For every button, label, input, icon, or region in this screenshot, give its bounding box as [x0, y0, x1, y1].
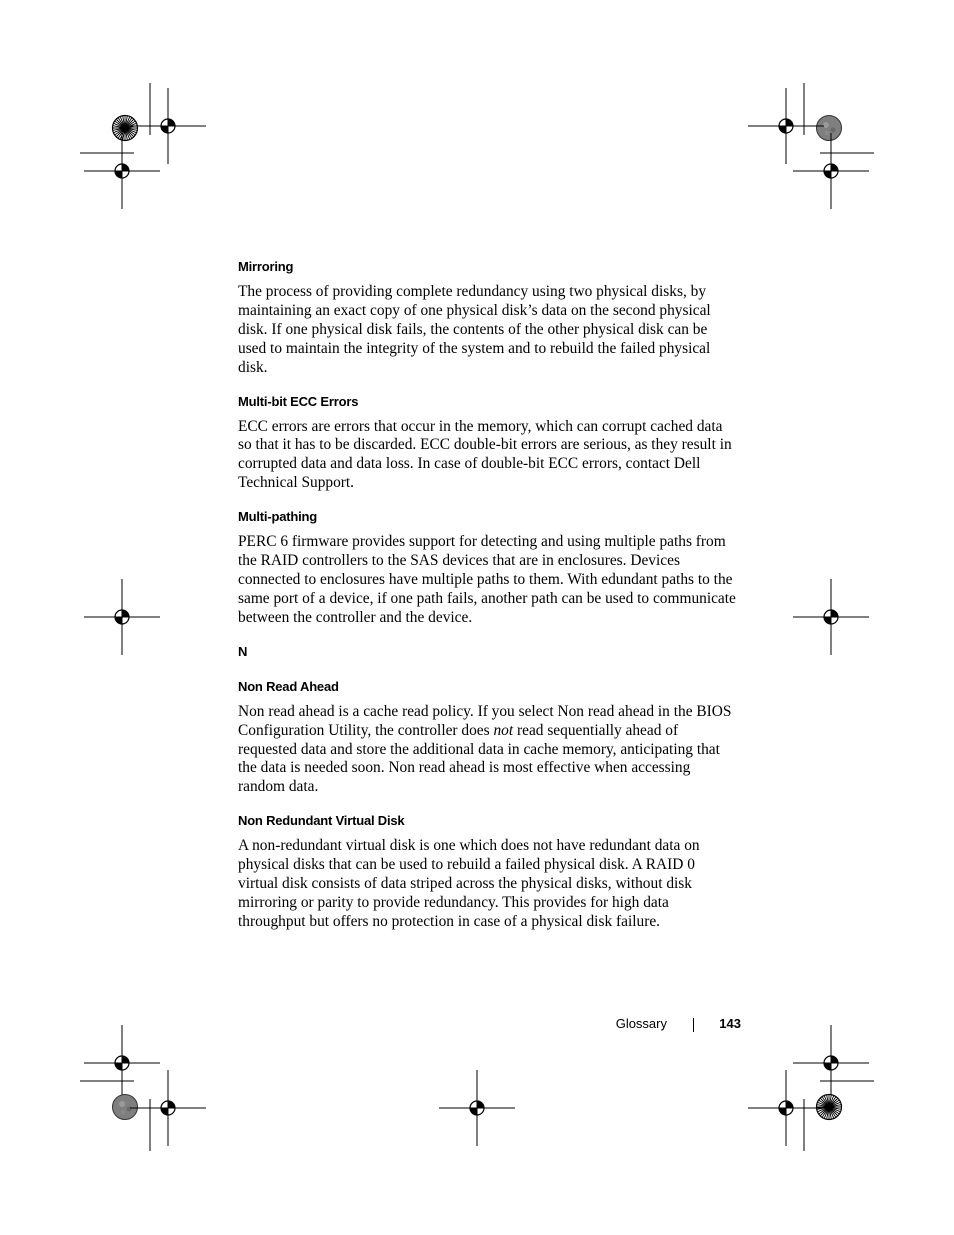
definition-text-end: read sequentially ahead of requested data and store the additional data in cache memory, anticipating that the data is needed soon. Non read ahead is most effective when accessing random data.: [238, 721, 720, 796]
glossary-entry-multi-pathing: [238, 508, 738, 628]
entry-definition: PERC 6 firmware provides support for detecting and using multiple paths from the RAID controllers to the SAS devices that are in enclosures. Devices connected to enclosures have multiple paths to them. With edundant paths to the same port of a device, if one path fails, another path can be used to communicate between the controller and the device.: [238, 533, 736, 626]
page-number: 143: [719, 1016, 741, 1031]
footer-separator: [693, 1018, 694, 1032]
glossary-entry-non-read-ahead: [238, 678, 738, 798]
definition-text-start: Non read ahead is a cache read policy. If you select Non read ahead in the BIOS Configuration Utility, the controller does: [238, 702, 732, 739]
glossary-entry-mirroring: [238, 258, 738, 378]
entry-definition: [238, 703, 738, 798]
entry-definition: ECC errors are errors that occur in the memory, which can corrupt cached data so that it has to be discarded. ECC double-bit errors are serious, as they result in corrupted data and data loss. In case of double-bit ECC errors, contact Dell Technical Support.: [238, 417, 732, 492]
glossary-entry-multi-bit-ecc: [238, 393, 738, 494]
page-footer: [580, 1014, 742, 1036]
entry-heading: Mirroring: [238, 259, 294, 274]
entry-heading: Non Read Ahead: [238, 678, 339, 694]
entry-definition: A non-redundant virtual disk is one which does not have redundant data on physical disks that can be used to rebuild a failed physical disk. A RAID 0 virtual disk consists of data striped across the physical disks, without disk mirroring or parity to provide redundancy. This provides for high data throughput but offers no protection in case of a physical disk failure.: [238, 837, 700, 930]
alphabet-letter-heading: [238, 643, 738, 661]
letter-heading-text: N: [238, 643, 248, 659]
entry-heading: Non Redundant Virtual Disk: [238, 813, 405, 829]
entry-heading: Multi-bit ECC Errors: [238, 393, 359, 409]
entry-definition: The process of providing complete redundancy using two physical disks, by maintaining an exact copy of one physical disk’s data on the second physical disk. If one physical disk fails, the contents of the other physical disk can be used to maintain the integrity of the system and to rebuild the failed physical disk.: [238, 283, 711, 376]
footer-section-name: Glossary: [615, 1016, 667, 1031]
glossary-content: [238, 258, 738, 947]
entry-heading: Multi-pathing: [238, 509, 317, 525]
glossary-entry-non-redundant-virtual-disk: [238, 812, 738, 932]
definition-emphasis: not: [493, 721, 514, 739]
